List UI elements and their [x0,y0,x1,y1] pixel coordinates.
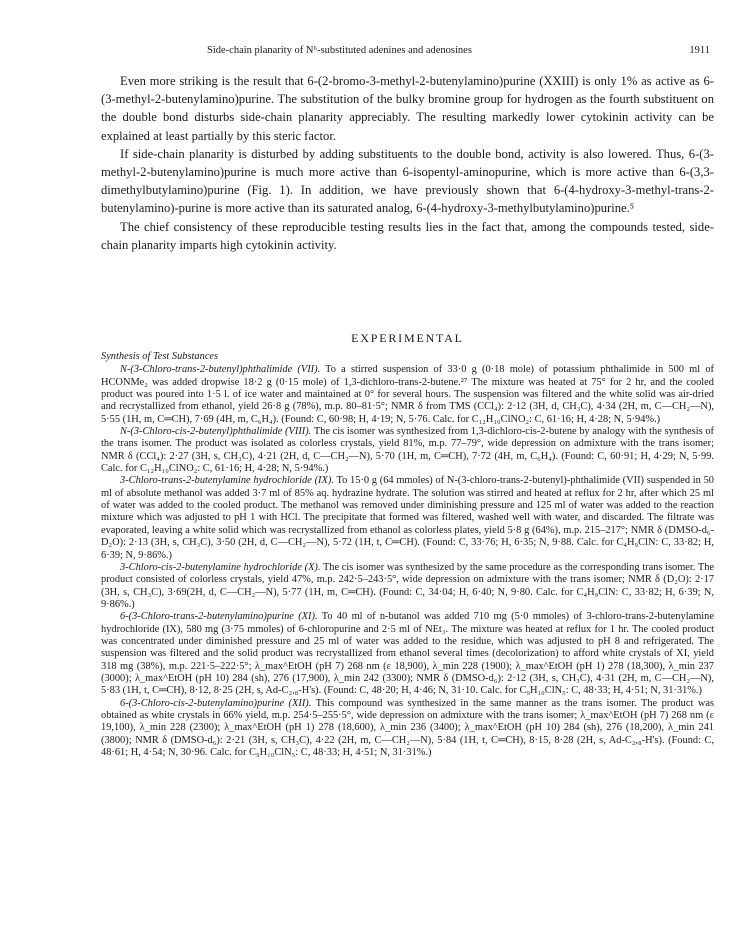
running-title: Side-chain planarity of N⁶-substituted adenines and adenosines [207,45,472,56]
compound-entry [101,611,714,697]
compound-entry [101,364,714,426]
compound-name: 3-Chloro-trans-2-butenylamine hydrochloride (IX). [120,475,334,487]
paragraph: The chief consistency of these reproducible testing results lies in the fact that, among the compounds tested, side-chain planarity imparts high cytokinin activity. [101,219,714,252]
procedure-text: The cis isomer was synthesized from 1,3-dichloro-cis-2-butene by analogy with the synthesis of the trans isomer. The product was isolated as colorless crystals, yield 81%, m.p. 77–79°, wide depression on admixture with the trans isomer; NMR δ (CCl₄): 2·27 (3H, s, CH₃C), 4·21 (2H, d, C—CH₂—N), 5·70 (1H, m, C═CH), 7·72 (4H, m, C₆H₄). (Found: C, 60·91; H, 4·29; N, 5·99. Calc. for C₁₂H₁₀ClNO₂: C, 61·16; H, 4·28; N, 5·94%.) [101,426,714,475]
compound-name: N-(3-Chloro-cis-2-butenyl)phthalimide (VIII). [120,426,312,438]
compound-name: 6-(3-Chloro-trans-2-butenylamino)purine (XI). [120,611,318,623]
procedure-text: To 40 ml of n-butanol was added 710 mg (5·0 mmoles) of 3-chloro-trans-2-butenylamine hydrochloride (IX), 580 mg (3·75 mmoles) of 6-chloropurine and 2·5 ml of NEt₃. The mixture was heated at reflux for 1 hr. The cooled product was concentrated under diminished pressure and 25 ml of water was added to the residue, which was adjusted to pH 8 and refrigerated. The suspension was filtered and the solid product was recrystallized from ethanol several times (decolorization) to afford white crystals of XI, yield 318 mg (38%), m.p. 221·5–222·5°; λ_max^EtOH (pH 7) 268 nm (ε 18,900), λ_min 228 (1900); λ_max^EtOH (pH 1) 278 (18,300), λ_min 237 (3000); λ_max^EtOH (pH 10) 284 (sh), 276 (17,900), λ_min 242 (3300); NMR δ (DMSO-d₆): 2·12 (3H, s, CH₃C), 4·31 (2H, m, C—CH₂—N), 5·83 (1H, t, C═CH), 8·12, 8·25 (2H, s, Ad-C₂,₈-H's). (Found: C, 48·20; H, 4·46; N, 31·10. Calc. for C₉H₁₀ClN₅: C, 48·33; H, 4·51; N, 31·31%.) [101,611,714,697]
compound-entry [101,475,714,561]
paragraph: Even more striking is the result that 6-(2-bromo-3-methyl-2-butenylamino)purine (XXIII) is only 1% as active as 6-(3-methyl-2-butenylamino)purine. The substitution of the bulky bromine group for hydrogen as the fourth substituent on the double bond disturbs side-chain planarity appreciably. The resulting markedly lower cytokinin activity can be explained at least partially by this steric factor. [101,74,714,143]
procedure-text: To 15·0 g (64 mmoles) of N-(3-chloro-trans-2-butenyl)-phthalimide (VII) suspended in 50 ml of absolute methanol was added 3·7 ml of 85% aq. hydrazine hydrate. The solution was stirred and heated at reflux for 2 hr, after which 25 ml of water was added to the cooled product. The methanol was removed under diminishing pressure and 125 ml of water was added to the reaction mixture which was adjusted to pH 1 with HCl. The precipitate that formed was filtered, washed well with water, and discarded. The filtrate was evaporated, leaving a white solid which was recrystallized from ethanol as colorless plates, yield 5·8 g (64%), m.p. 215–217°; NMR δ (DMSO-d₆-D₂O): 2·13 (3H, s, CH₃C), 3·50 (2H, d, C—CH₂—N), 5·72 (1H, t, C═CH). (Found: C, 33·76; H, 6·35; N, 9·88. Calc. for C₄H₉ClN: C, 33·82; H, 6·39; N, 9·86%.) [101,475,714,561]
compound-entry [101,562,714,611]
subsection-heading: Synthesis of Test Substances [101,351,219,362]
procedure-text: This compound was synthesized in the same manner as the trans isomer. The product was obtained as white crystals in 66% yield, m.p. 254·5–255·5°, wide depression on admixture with the trans isomer; λ_max^EtOH (pH 7) 268 nm (ε 19,100), λ_min 228 (2300); λ_max^EtOH (pH 1) 278 (18,600), λ_min 236 (3400); λ_max^EtOH (pH 10) 284 (sh), 276 (18,200), λ_min 241 (3800); NMR δ (DMSO-d₆): 2·21 (3H, s, CH₃C), 4·22 (2H, m, C—CH₂—N), 5·84 (1H, t, C═CH), 8·15, 8·28 (2H, s, Ad-C₂,₈-H's). (Found: C, 48·61; H, 4·54; N, 30·96. Calc. for C₉H₁₀ClN₅: C, 48·33; H, 4·51; N, 31·31%.) [101,697,714,758]
section-heading: EXPERIMENTAL [351,331,464,345]
compound-name: 3-Chloro-cis-2-butenylamine hydrochloride (X). [120,561,321,573]
procedure-text: The cis isomer was synthesized by the same procedure as the corresponding trans isomer. The product consisted of colorless crystals, yield 47%, m.p. 242·5–243·5°, wide depression on admixture with the trans isomer; NMR δ (D₂O): 2·17 (3H, s, CH₃C), 3·69(2H, d, C—CH₂—N), 5·77 (1H, m, C═CH). (Found: C, 34·04; H, 6·40; N, 9·80. Calc. for C₄H₉ClN: C, 33·82; H, 6·39; N, 9·86%.) [101,561,715,610]
paragraph: If side-chain planarity is disturbed by adding substituents to the double bond, activity is also lowered. Thus, 6-(3-methyl-2-butenylamino)purine is much more active than 6-isopentyl-aminopurine, which is more active than 6-(3,3-dimethylbutylamino)purine (Fig. 1). In addition, we have previously shown that 6-(4-hydroxy-3-methyl-trans-2-butenylamino)-purine is more active than its saturated analog, 6-(4-hydroxy-3-methylbutylamino)purine.⁵ [101,146,714,216]
experimental-section [101,351,714,759]
running-head [100,45,710,56]
discussion-text [101,72,714,254]
procedure-text: To a stirred suspension of 33·0 g (0·18 mole) of potassium phthalimide in 500 ml of HCONMe₂ was added dropwise 18·2 g (0·15 mole) of 1,3-dichloro-trans-2-butene.²⁷ The mixture was heated at 75° for 2 hr, and the cooled product was poured into 1·5 l. of ice water and maintained at 0° for several hours. The suspension was filtered and the white solid was air-dried and recrystallized from ethanol, yield 26·8 g (78%), m.p. 80–81·5°; NMR δ from TMS (CCl₄): 2·12 (3H, d, CH₃C), 4·34 (2H, m, C—CH₂—N), 5·55 (1H, m, C═CH), 7·69 (4H, m, C₆H₄). (Found: C, 60·98; H, 4·19; N, 5·76. Calc. for C₁₂H₁₀ClNO₂: C, 61·16; H, 4·28; N, 5·94%.) [101,364,714,425]
compound-name: 6-(3-Chloro-cis-2-butenylamino)purine (XII). [120,697,312,709]
compound-entry [101,698,714,760]
compound-name: N-(3-Chloro-trans-2-butenyl)phthalimide (VII). [120,364,321,376]
compound-entry [101,426,714,475]
page-number: 1911 [689,45,710,56]
